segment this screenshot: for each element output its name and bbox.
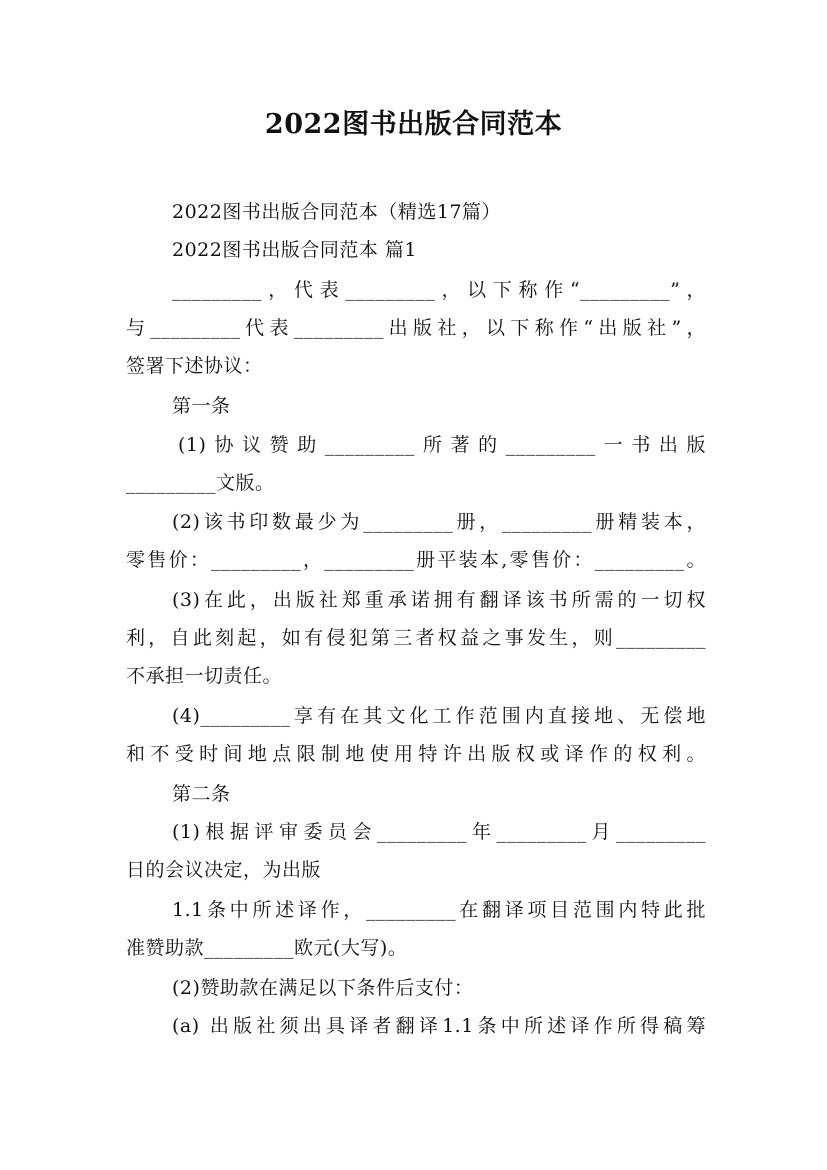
article-heading: 第一条	[172, 395, 231, 417]
document-title: 2022图书出版合同范本	[264, 109, 563, 140]
paragraph-line: (2)赞助款在满足以下条件后支付：	[172, 977, 474, 999]
paragraph-line: 零售价：_________，_________册平装本,零售价：_________。	[126, 549, 706, 571]
paragraph-line: (4)_________享有在其文化工作范围内直接地、无偿地	[172, 705, 706, 727]
section-heading: 2022图书出版合同范本 篇1	[172, 239, 417, 261]
paragraph-line: _________文版。	[126, 472, 275, 494]
paragraph-line: 不承担一切责任。	[126, 665, 283, 687]
paragraph-line: 准赞助款_________欧元(大写)。	[126, 937, 408, 959]
paragraph-line: (2)该书印数最少为_________册，_________册精装本，	[172, 511, 706, 533]
paragraph-line: (3)在此，出版社郑重承诺拥有翻译该书所需的一切权	[172, 589, 706, 611]
paragraph-line: 签署下述协议：	[126, 355, 263, 377]
subtitle-line: 2022图书出版合同范本（精选17篇）	[172, 201, 502, 223]
paragraph-line: (1)根据评审委员会_________年_________月_________	[172, 821, 706, 843]
paragraph-line: 1.1条中所述译作，_________在翻译项目范围内特此批	[172, 899, 706, 921]
article-heading: 第二条	[172, 783, 231, 805]
paragraph-line: _________，代表_________，以下称作“_________”，	[172, 279, 706, 301]
paragraph-line: 日的会议决定，为出版	[126, 859, 322, 881]
paragraph-line: 与_________代表_________出版社，以下称作“出版社”，	[126, 317, 706, 339]
paragraph-line: 和不受时间地点限制地使用特许出版权或译作的权利。	[126, 743, 706, 765]
paragraph-line: (1)协议赞助_________所著的_________一书出版	[178, 434, 706, 456]
paragraph-line: (a) 出版社须出具译者翻译1.1条中所述译作所得稿筹	[172, 1015, 706, 1037]
paragraph-line: 利，自此刻起，如有侵犯第三者权益之事发生，则_________	[126, 627, 706, 649]
